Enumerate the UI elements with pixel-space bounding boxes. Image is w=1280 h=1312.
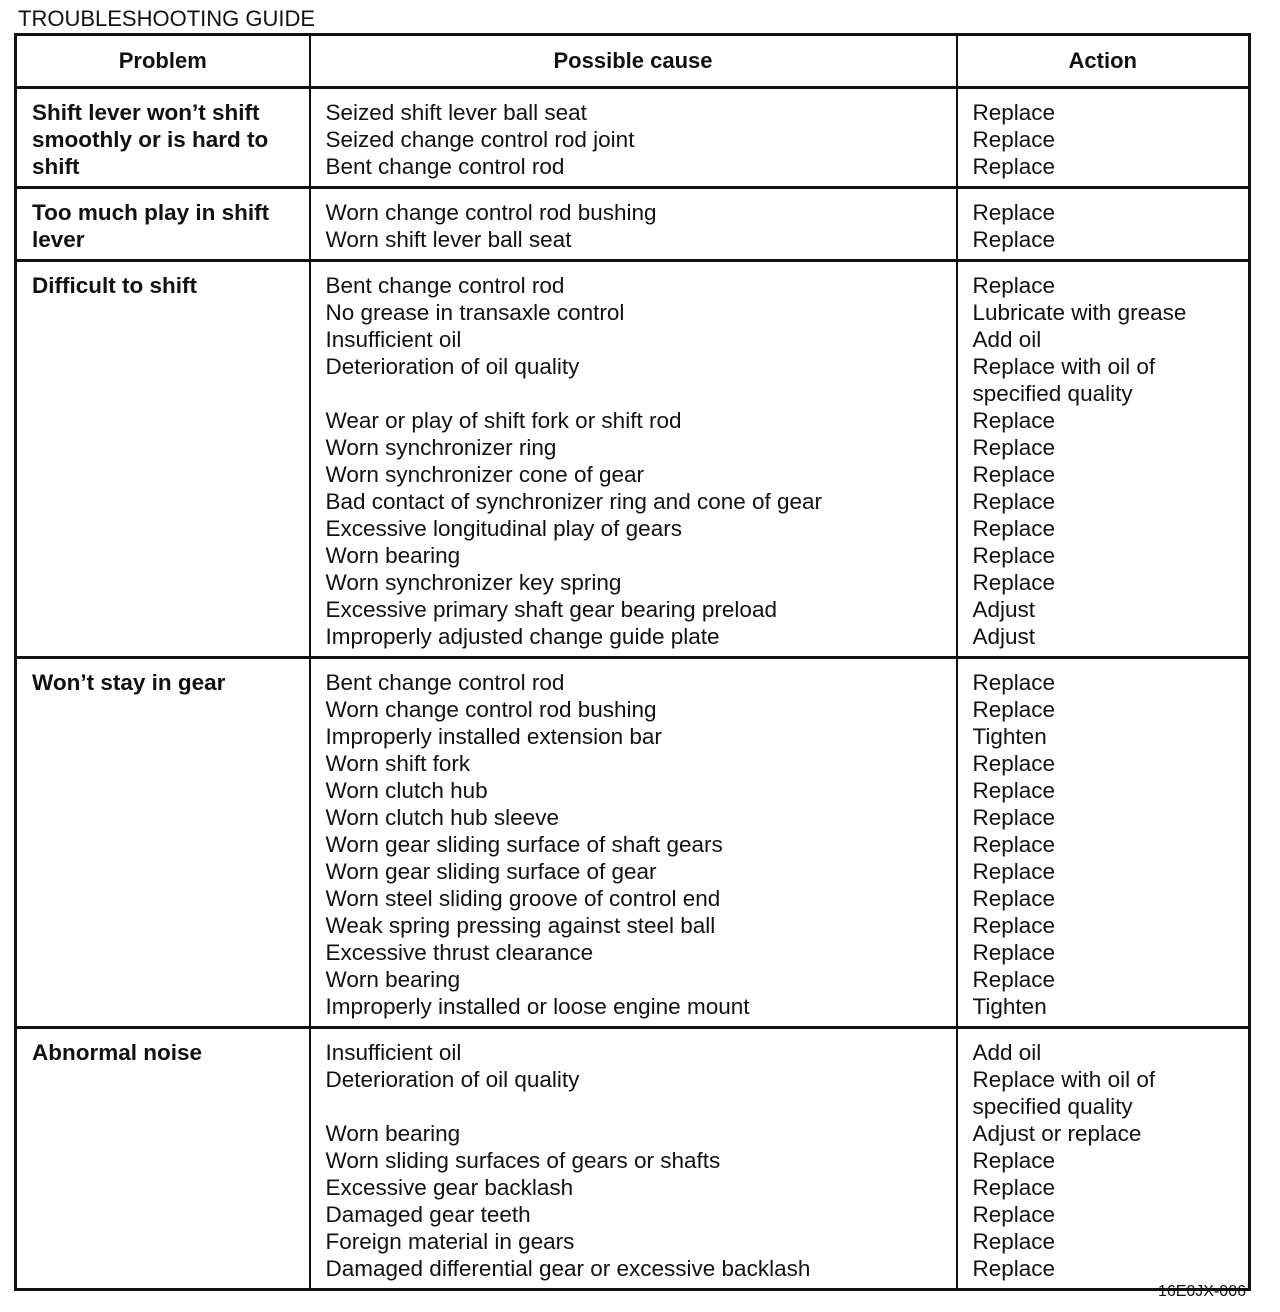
- action-cell: [957, 88, 1250, 188]
- action-item: Replace: [972, 516, 1056, 541]
- action-item: Replace: [972, 886, 1056, 911]
- action-item: Replace: [972, 435, 1056, 460]
- cause-item: Bent change control rod: [325, 670, 565, 695]
- action-item: Adjust or replace: [972, 1121, 1142, 1146]
- action-item: Replace: [972, 751, 1056, 776]
- action-item: Replace: [972, 913, 1056, 938]
- cause-item: Foreign material in gears: [325, 1229, 575, 1254]
- cause-item: Worn gear sliding surface of gear: [325, 859, 657, 884]
- possible-cause-cell: [310, 658, 957, 1028]
- action-item: Replace: [972, 805, 1056, 830]
- action-item: Replace: [972, 154, 1056, 179]
- figure-code: 16E0JX-006: [1157, 1283, 1246, 1300]
- action-item: Replace: [972, 697, 1056, 722]
- action-item: Replace: [972, 778, 1056, 803]
- cause-item: Bent change control rod: [325, 154, 565, 179]
- cause-item: Deterioration of oil quality: [325, 354, 580, 379]
- cause-item: Bad contact of synchronizer ring and cone of gear: [325, 489, 823, 514]
- action-cell: [957, 188, 1250, 261]
- cause-item: Worn shift lever ball seat: [325, 227, 572, 252]
- cause-item: Worn shift fork: [325, 751, 471, 776]
- cause-item: Damaged gear teeth: [325, 1202, 531, 1227]
- table-row: [16, 188, 1250, 261]
- action-item: Replace: [972, 1202, 1056, 1227]
- table-body: [16, 88, 1250, 1290]
- action-item: Replace: [972, 273, 1056, 298]
- action-item: Replace with oil of specified quality: [972, 354, 1156, 406]
- cause-item: Seized change control rod joint: [325, 127, 635, 152]
- action-item: Add oil: [972, 327, 1042, 352]
- action-item: Replace: [972, 200, 1056, 225]
- action-item: Replace: [972, 967, 1056, 992]
- action-item: Replace: [972, 543, 1056, 568]
- table-row: [16, 1028, 1250, 1290]
- cause-item: Worn bearing: [325, 543, 461, 568]
- action-item: Tighten: [972, 994, 1047, 1019]
- cause-item: Deterioration of oil quality: [325, 1067, 580, 1092]
- header-problem: Problem: [16, 35, 310, 88]
- action-item: Replace: [972, 832, 1056, 857]
- cause-item: Improperly installed or loose engine mount: [325, 994, 750, 1019]
- action-item: Lubricate with grease: [972, 300, 1187, 325]
- possible-cause-cell: [310, 261, 957, 658]
- action-item: Tighten: [972, 724, 1047, 749]
- action-item: Replace: [972, 462, 1056, 487]
- cause-item: Seized shift lever ball seat: [325, 100, 587, 125]
- cause-item: Worn synchronizer ring: [325, 435, 557, 460]
- problem-cell: Too much play in shift lever: [16, 188, 310, 261]
- action-item: Replace: [972, 489, 1056, 514]
- cause-item: Excessive gear backlash: [325, 1175, 574, 1200]
- problem-cell: Won’t stay in gear: [16, 658, 310, 1028]
- cause-item: Excessive thrust clearance: [325, 940, 594, 965]
- action-cell: [957, 1028, 1250, 1290]
- cause-item: Damaged differential gear or excessive backlash: [325, 1256, 811, 1281]
- possible-cause-cell: [310, 188, 957, 261]
- problem-cell: Difficult to shift: [16, 261, 310, 658]
- action-cell: [957, 261, 1250, 658]
- problem-cell: Abnormal noise: [16, 1028, 310, 1290]
- cause-item: Worn change control rod bushing: [325, 200, 657, 225]
- cause-item: Excessive longitudinal play of gears: [325, 516, 682, 541]
- action-item: Replace: [972, 1175, 1056, 1200]
- page-title: TROUBLESHOOTING GUIDE: [18, 6, 316, 31]
- cause-item: Improperly adjusted change guide plate: [325, 624, 720, 649]
- action-item: Replace: [972, 1148, 1056, 1173]
- action-cell: [957, 658, 1250, 1028]
- possible-cause-cell: [310, 1028, 957, 1290]
- action-item: Replace: [972, 127, 1056, 152]
- cause-item: Worn bearing: [325, 967, 461, 992]
- cause-item: Insufficient oil: [325, 327, 462, 352]
- action-item: Replace: [972, 1229, 1056, 1254]
- action-item: Replace: [972, 227, 1056, 252]
- cause-item: Worn change control rod bushing: [325, 697, 657, 722]
- action-item: Replace: [972, 1256, 1056, 1281]
- table-row: [16, 658, 1250, 1028]
- cause-item: Wear or play of shift fork or shift rod: [325, 408, 682, 433]
- action-item: Replace: [972, 570, 1056, 595]
- cause-item: Weak spring pressing against steel ball: [325, 913, 716, 938]
- cause-item: Worn synchronizer key spring: [325, 570, 622, 595]
- cause-item: Worn steel sliding groove of control end: [325, 886, 721, 911]
- cause-item: Insufficient oil: [325, 1040, 462, 1065]
- problem-cell: Shift lever won’t shift smoothly or is hard to shift: [16, 88, 310, 188]
- action-item: Replace with oil of specified quality: [972, 1067, 1156, 1119]
- action-item: Add oil: [972, 1040, 1042, 1065]
- cause-item: Bent change control rod: [325, 273, 565, 298]
- action-item: Adjust: [972, 597, 1036, 622]
- cause-item: Worn bearing: [325, 1121, 461, 1146]
- cause-item: Worn synchronizer cone of gear: [325, 462, 644, 487]
- possible-cause-cell: [310, 88, 957, 188]
- cause-item: Excessive primary shaft gear bearing preload: [325, 597, 777, 622]
- action-item: Replace: [972, 100, 1056, 125]
- cause-item: Improperly installed extension bar: [325, 724, 662, 749]
- header-possible-cause: Possible cause: [310, 35, 957, 88]
- troubleshooting-table: [14, 33, 1251, 1291]
- action-item: Replace: [972, 408, 1056, 433]
- cause-item: Worn clutch hub: [325, 778, 488, 803]
- table-row: [16, 88, 1250, 188]
- cause-item: No grease in transaxle control: [325, 300, 625, 325]
- action-item: Replace: [972, 940, 1056, 965]
- table-row: [16, 261, 1250, 658]
- action-item: Adjust: [972, 624, 1036, 649]
- action-item: Replace: [972, 670, 1056, 695]
- cause-item: Worn sliding surfaces of gears or shafts: [325, 1148, 721, 1173]
- header-action: Action: [957, 35, 1250, 88]
- action-item: Replace: [972, 859, 1056, 884]
- cause-item: Worn clutch hub sleeve: [325, 805, 559, 830]
- header-row: [16, 35, 1250, 88]
- cause-item: Worn gear sliding surface of shaft gears: [325, 832, 723, 857]
